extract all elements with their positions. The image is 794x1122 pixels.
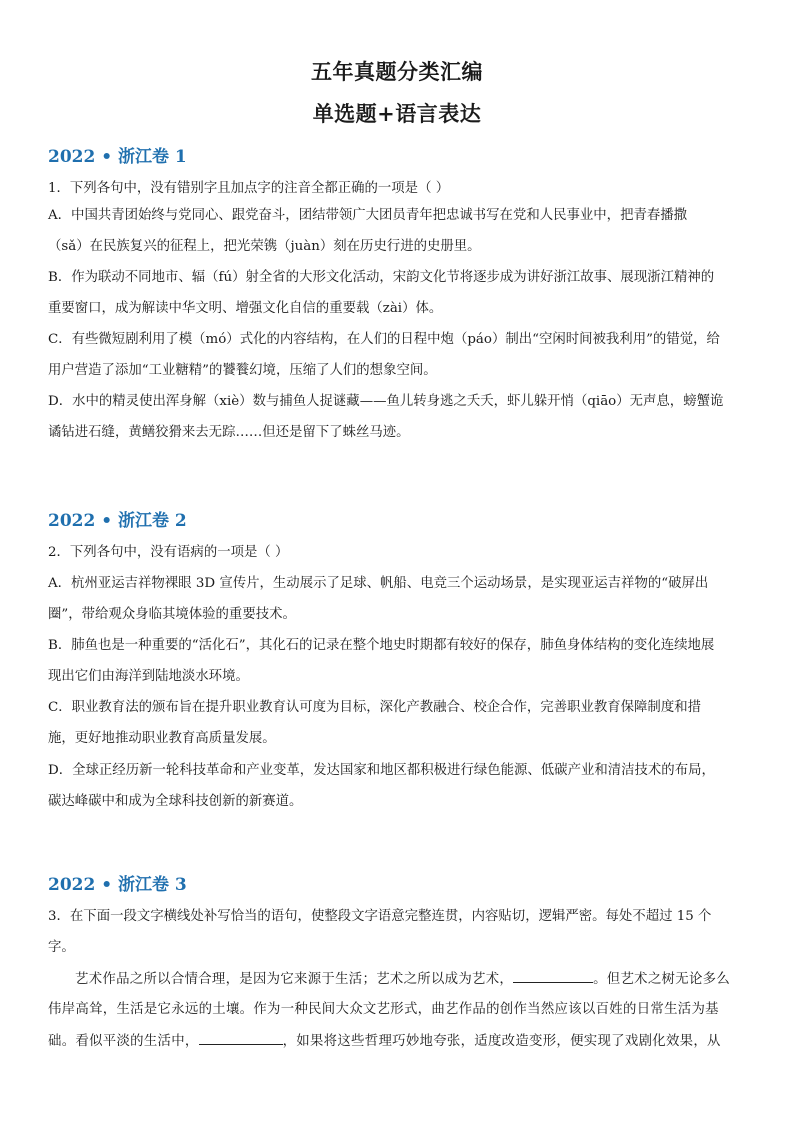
answer-blank-2[interactable] — [199, 1032, 283, 1045]
question-2-option-d: D．全球正经历新一轮科技革命和产业变革，发达国家和地区都积极进行绿色能源、低碳产业和清洁技术的布局， — [48, 763, 715, 778]
passage-text: 础。看似平淡的生活中， — [48, 1034, 199, 1049]
passage-line-1 — [75, 970, 730, 989]
question-2-option-a-cont: 圈”，带给观众身临其境体验的重要技术。 — [48, 607, 296, 622]
question-2-option-d-cont: 碳达峰碳中和成为全球科技创新的新赛道。 — [48, 794, 303, 809]
question-1-option-d-cont: 谲钻进石缝，黄鳝狡猾来去无踪……但还是留下了蛛丝马迹。 — [48, 425, 410, 440]
question-2-option-b-cont: 现出它们由海洋到陆地淡水环境。 — [48, 669, 249, 684]
passage-text: 艺术作品之所以合情合理，是因为它来源于生活；艺术之所以成为艺术， — [75, 972, 514, 987]
question-3-stem: 3．在下面一段文字横线处补写恰当的语句，使整段文字语意完整连贯，内容贴切，逻辑严密。每处不超过 15 个 — [48, 909, 712, 924]
question-1-option-a-cont: （sǎ）在民族复兴的征程上，把光荣镌（juàn）刻在历史行进的史册里。 — [48, 239, 481, 254]
page-subtitle: 单选题+语言表达 — [312, 101, 482, 126]
section-heading-3: 2022 • 浙江卷 3 — [48, 875, 187, 895]
question-3-stem-cont: 字。 — [48, 940, 75, 955]
question-1-option-a: A．中国共青团始终与党同心、跟党奋斗，团结带领广大团员青年把忠诚书写在党和人民事业中，把青春播撒 — [48, 208, 688, 223]
question-2-stem: 2．下列各句中，没有语病的一项是（ ） — [48, 545, 289, 560]
passage-line-2: 伟岸高耸，生活是它永远的土壤。作为一种民间大众文艺形式，曲艺作品的创作当然应该以百姓的日常生活为基 — [48, 1002, 719, 1017]
section-heading-1: 2022 • 浙江卷 1 — [48, 147, 187, 167]
question-2-option-c: C．职业教育法的颁布旨在提升职业教育认可度为目标，深化产教融合、校企合作，完善职业教育保障制度和措 — [48, 700, 701, 715]
question-1-option-c: C．有些微短剧利用了模（mó）式化的内容结构，在人们的日程中炮（páo）制出“空闲时间被我利用”的错觉，给 — [48, 332, 720, 347]
section-heading-2: 2022 • 浙江卷 2 — [48, 511, 187, 531]
question-1-option-d: D．水中的精灵使出浑身解（xiè）数与捕鱼人捉谜藏——鱼儿转身逃之夭夭，虾儿躲开悄（qiāo）无声息，螃蟹诡 — [48, 394, 724, 409]
passage-text: 。但艺术之树无论多么 — [593, 972, 731, 987]
question-1-stem: 1．下列各句中，没有错别字且加点字的注音全都正确的一项是（ ） — [48, 181, 450, 196]
question-1-option-c-cont: 用户营造了添加“工业糖精”的饕餮幻境，压缩了人们的想象空间。 — [48, 363, 437, 378]
answer-blank-1[interactable] — [513, 970, 593, 983]
passage-text: ，如果将这些哲理巧妙地夸张，适度改造变形，便实现了戏剧化效果，从 — [282, 1034, 721, 1049]
question-2-option-c-cont: 施，更好地推动职业教育高质量发展。 — [48, 731, 276, 746]
page-title: 五年真题分类汇编 — [311, 59, 483, 84]
question-2-option-a: A．杭州亚运吉祥物裸眼 3D 宣传片，生动展示了足球、帆船、电竞三个运动场景，是实现亚运吉祥物的“破屏出 — [48, 576, 709, 591]
question-1-option-b: B．作为联动不同地市、辐（fú）射全省的大形文化活动，宋韵文化节将逐步成为讲好浙江故事、展现浙江精神的 — [48, 270, 715, 285]
question-1-option-b-cont: 重要窗口，成为解读中华文明、增强文化自信的重要载（zài）体。 — [48, 301, 443, 316]
question-2-option-b: B．肺鱼也是一种重要的“活化石”，其化石的记录在整个地史时期都有较好的保存，肺鱼身体结构的变化连续地展 — [48, 638, 715, 653]
passage-line-3 — [48, 1032, 721, 1051]
